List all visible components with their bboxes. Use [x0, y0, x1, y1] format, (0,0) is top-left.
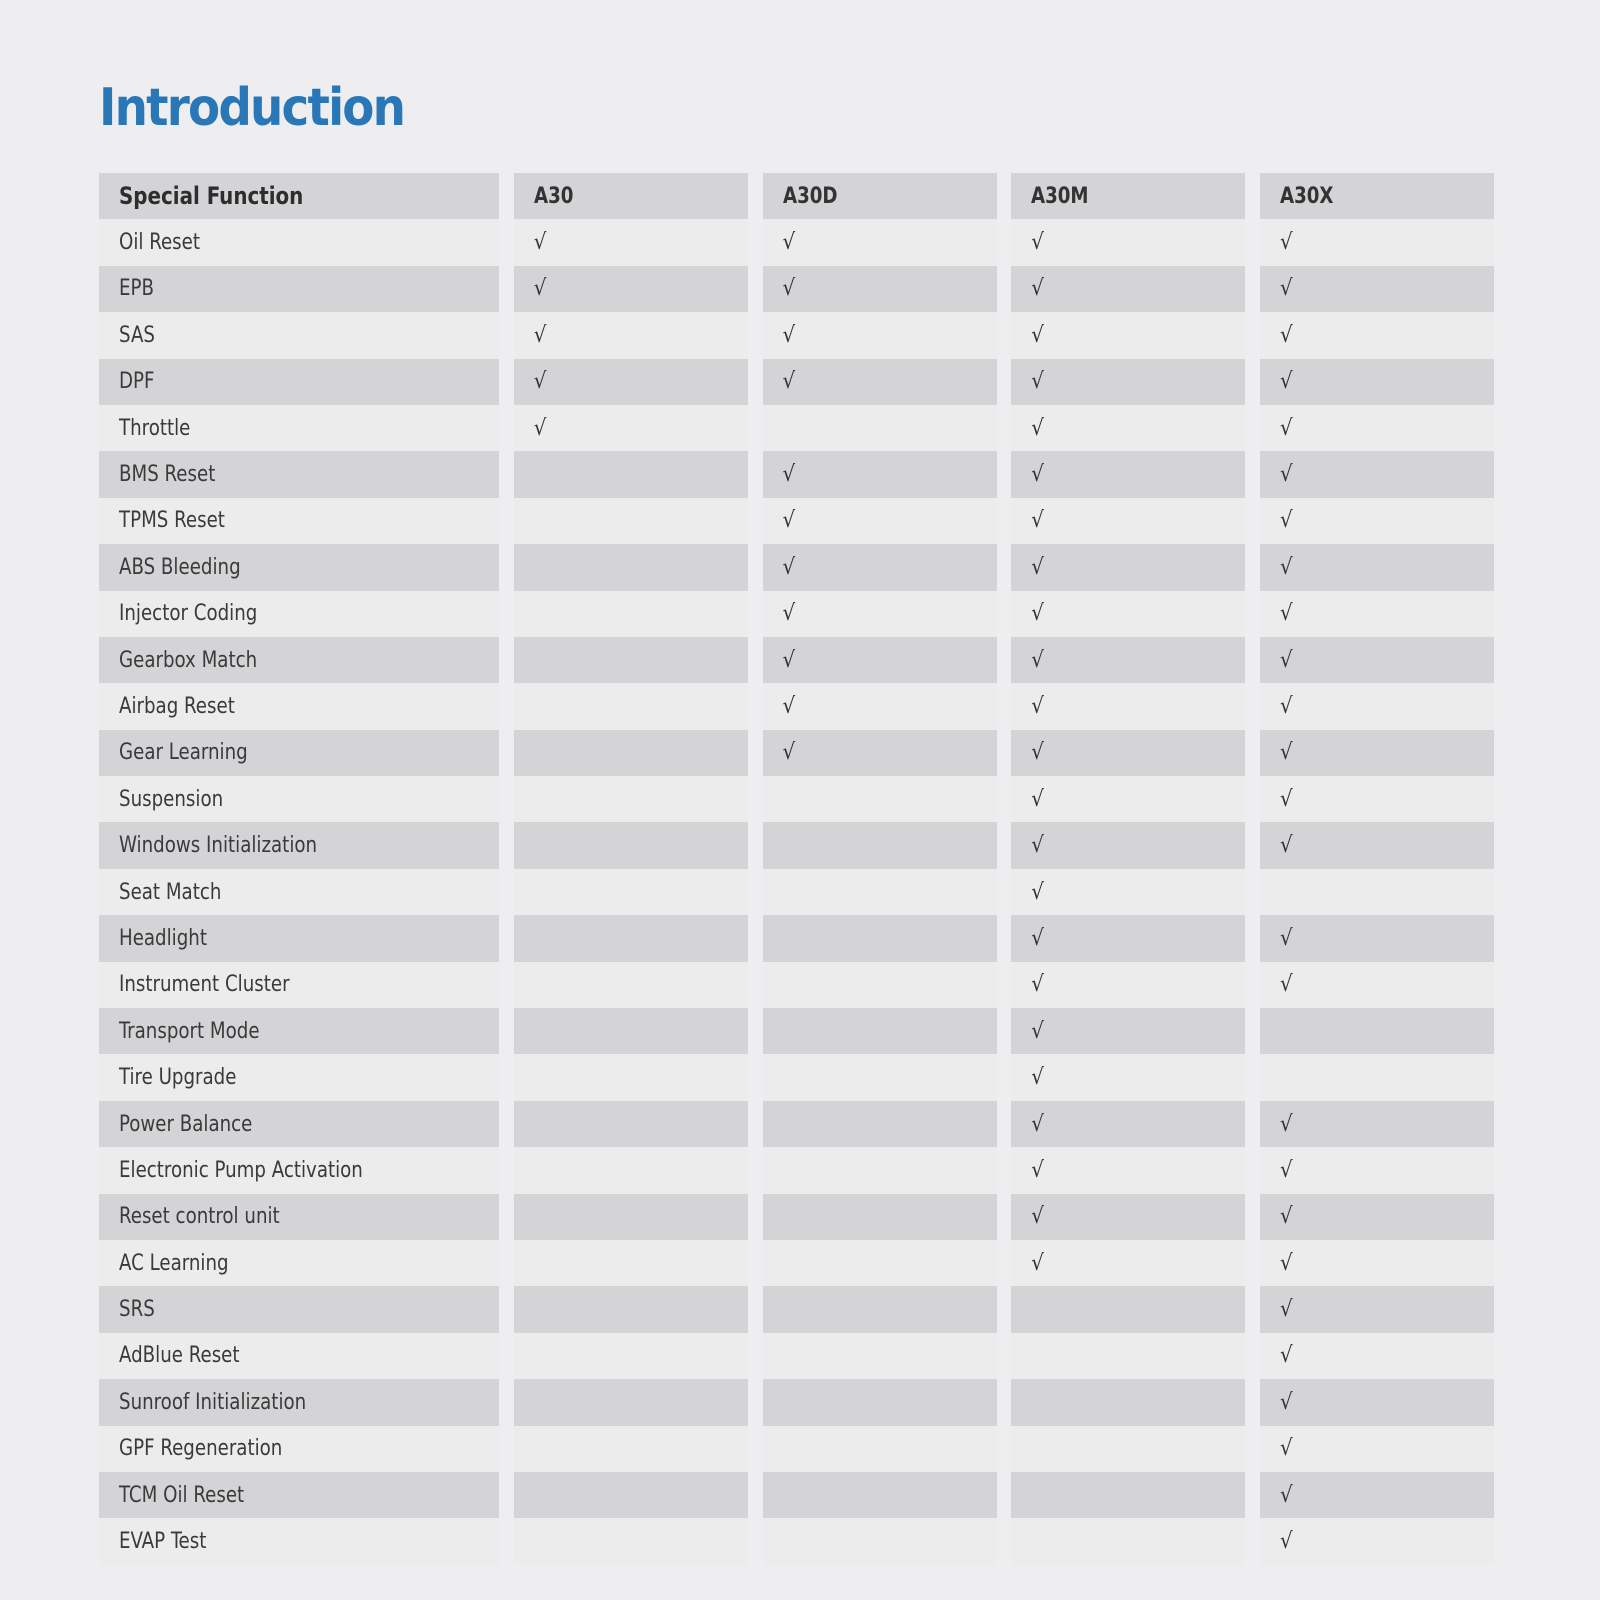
check-mark-icon: √ — [1031, 740, 1044, 766]
support-cell-a30 — [514, 822, 748, 868]
support-cell-a30d — [763, 544, 997, 590]
check-mark-icon: √ — [1031, 1204, 1044, 1230]
check-mark-icon: √ — [1031, 693, 1044, 719]
check-mark-icon: √ — [1280, 972, 1293, 998]
check-mark-icon: √ — [782, 462, 796, 488]
support-cell-a30m — [1011, 1333, 1245, 1379]
check-mark-icon: √ — [782, 740, 796, 766]
support-cell-a30d — [763, 1286, 997, 1332]
column-header-a30d — [763, 173, 997, 219]
check-mark-icon: √ — [1280, 693, 1293, 719]
support-cell-a30d — [763, 683, 997, 729]
check-mark-icon: √ — [1280, 786, 1293, 812]
support-cell-a30d — [763, 1054, 997, 1100]
function-name: Injector Coding — [119, 601, 258, 627]
check-mark-icon: √ — [1280, 1482, 1293, 1508]
column-header-a30m — [1011, 173, 1245, 219]
column-header-label: A30D — [782, 183, 838, 209]
support-cell-a30x — [1260, 822, 1494, 868]
function-name: GPF Regeneration — [119, 1436, 283, 1462]
support-cell-a30m — [1011, 591, 1245, 637]
table-row-function — [99, 1379, 499, 1425]
support-cell-a30m — [1011, 1194, 1245, 1240]
check-mark-icon: √ — [782, 647, 796, 673]
support-cell-a30x — [1260, 1333, 1494, 1379]
check-mark-icon: √ — [533, 415, 547, 441]
support-cell-a30m — [1011, 1518, 1245, 1564]
function-name: Sunroof Initialization — [119, 1389, 307, 1415]
support-cell-a30m — [1011, 266, 1245, 312]
support-cell-a30 — [514, 730, 748, 776]
table-row-function — [99, 1240, 499, 1286]
support-cell-a30 — [514, 405, 748, 451]
check-mark-icon: √ — [1031, 462, 1044, 488]
check-mark-icon: √ — [1031, 415, 1044, 441]
check-mark-icon: √ — [1280, 1389, 1293, 1415]
check-mark-icon: √ — [1031, 230, 1044, 256]
table-row-function — [99, 1008, 499, 1054]
check-mark-icon: √ — [1031, 647, 1044, 673]
column-header-label: A30M — [1031, 183, 1089, 209]
support-cell-a30x — [1260, 683, 1494, 729]
support-cell-a30x — [1260, 544, 1494, 590]
support-cell-a30m — [1011, 312, 1245, 358]
support-cell-a30 — [514, 962, 748, 1008]
support-cell-a30x — [1260, 451, 1494, 497]
support-cell-a30d — [763, 1518, 997, 1564]
function-name: Windows Initialization — [119, 833, 318, 859]
function-name: AC Learning — [119, 1250, 229, 1276]
support-cell-a30 — [514, 1518, 748, 1564]
support-cell-a30d — [763, 312, 997, 358]
check-mark-icon: √ — [1031, 786, 1044, 812]
check-mark-icon: √ — [1280, 925, 1293, 951]
check-mark-icon: √ — [782, 369, 796, 395]
support-cell-a30m — [1011, 219, 1245, 265]
function-name: Throttle — [119, 415, 191, 441]
table-row-function — [99, 544, 499, 590]
table-row-function — [99, 730, 499, 776]
support-cell-a30 — [514, 266, 748, 312]
check-mark-icon: √ — [1031, 276, 1044, 302]
feature-comparison-table — [99, 173, 1492, 1565]
check-mark-icon: √ — [1280, 369, 1293, 395]
support-cell-a30x — [1260, 730, 1494, 776]
check-mark-icon: √ — [1031, 1157, 1044, 1183]
check-mark-icon: √ — [1280, 647, 1293, 673]
support-cell-a30 — [514, 1426, 748, 1472]
support-cell-a30m — [1011, 498, 1245, 544]
column-header-label: A30X — [1280, 183, 1334, 209]
check-mark-icon: √ — [1031, 369, 1044, 395]
support-cell-a30 — [514, 451, 748, 497]
check-mark-icon: √ — [1031, 508, 1044, 534]
support-cell-a30x — [1260, 637, 1494, 683]
support-cell-a30x — [1260, 1426, 1494, 1472]
support-cell-a30m — [1011, 1472, 1245, 1518]
check-mark-icon: √ — [1280, 833, 1293, 859]
check-mark-icon: √ — [1031, 554, 1044, 580]
support-cell-a30x — [1260, 266, 1494, 312]
function-name: BMS Reset — [119, 462, 216, 488]
check-mark-icon: √ — [1280, 1436, 1293, 1462]
table-row-function — [99, 822, 499, 868]
table-row-function — [99, 1286, 499, 1332]
check-mark-icon: √ — [1280, 554, 1293, 580]
check-mark-icon: √ — [1031, 925, 1044, 951]
support-cell-a30d — [763, 266, 997, 312]
support-cell-a30x — [1260, 1286, 1494, 1332]
function-name: Reset control unit — [119, 1204, 280, 1230]
check-mark-icon: √ — [1280, 1250, 1293, 1276]
support-cell-a30d — [763, 498, 997, 544]
check-mark-icon: √ — [782, 554, 796, 580]
support-cell-a30m — [1011, 1379, 1245, 1425]
check-mark-icon: √ — [1031, 879, 1044, 905]
check-mark-icon: √ — [1280, 740, 1293, 766]
table-row-function — [99, 1054, 499, 1100]
column-header-label: A30 — [533, 183, 574, 209]
function-name: DPF — [119, 369, 155, 395]
function-name: Gear Learning — [119, 740, 248, 766]
support-cell-a30d — [763, 822, 997, 868]
support-cell-a30m — [1011, 1054, 1245, 1100]
table-row-function — [99, 869, 499, 915]
support-cell-a30 — [514, 1333, 748, 1379]
support-cell-a30 — [514, 219, 748, 265]
support-cell-a30x — [1260, 1008, 1494, 1054]
support-cell-a30 — [514, 1194, 748, 1240]
table-row-function — [99, 776, 499, 822]
support-cell-a30 — [514, 312, 748, 358]
function-name: Suspension — [119, 786, 224, 812]
support-cell-a30x — [1260, 359, 1494, 405]
function-name: Power Balance — [119, 1111, 253, 1137]
check-mark-icon: √ — [1280, 230, 1293, 256]
check-mark-icon: √ — [1280, 1529, 1293, 1555]
function-name: Tire Upgrade — [119, 1065, 237, 1091]
support-cell-a30m — [1011, 1286, 1245, 1332]
function-name: ABS Bleeding — [119, 554, 241, 580]
support-cell-a30 — [514, 1008, 748, 1054]
table-row-function — [99, 1518, 499, 1564]
function-name: Instrument Cluster — [119, 972, 290, 998]
page-title: Introduction — [99, 78, 405, 138]
support-cell-a30 — [514, 683, 748, 729]
check-mark-icon: √ — [1280, 462, 1293, 488]
support-cell-a30x — [1260, 405, 1494, 451]
function-name: Oil Reset — [119, 230, 201, 256]
check-mark-icon: √ — [1031, 1018, 1044, 1044]
support-cell-a30d — [763, 359, 997, 405]
table-row-function — [99, 591, 499, 637]
support-cell-a30m — [1011, 544, 1245, 590]
function-name: Headlight — [119, 925, 207, 951]
support-cell-a30m — [1011, 359, 1245, 405]
support-cell-a30d — [763, 405, 997, 451]
support-cell-a30x — [1260, 1054, 1494, 1100]
table-row-function — [99, 359, 499, 405]
table-row-function — [99, 1472, 499, 1518]
table-row-function — [99, 915, 499, 961]
support-cell-a30m — [1011, 1147, 1245, 1193]
column-header-a30x — [1260, 173, 1494, 219]
table-row-function — [99, 219, 499, 265]
check-mark-icon: √ — [1280, 508, 1293, 534]
support-cell-a30x — [1260, 962, 1494, 1008]
support-cell-a30x — [1260, 1101, 1494, 1147]
check-mark-icon: √ — [533, 276, 547, 302]
check-mark-icon: √ — [533, 230, 547, 256]
support-cell-a30 — [514, 776, 748, 822]
support-cell-a30d — [763, 962, 997, 1008]
table-row-function — [99, 1147, 499, 1193]
support-cell-a30d — [763, 1240, 997, 1286]
function-name: EPB — [119, 276, 154, 302]
support-cell-a30d — [763, 451, 997, 497]
check-mark-icon: √ — [1280, 1204, 1293, 1230]
support-cell-a30m — [1011, 1008, 1245, 1054]
function-name: AdBlue Reset — [119, 1343, 240, 1369]
support-cell-a30m — [1011, 683, 1245, 729]
table-row-function — [99, 1101, 499, 1147]
support-cell-a30m — [1011, 822, 1245, 868]
check-mark-icon: √ — [1280, 601, 1293, 627]
function-name: SAS — [119, 322, 155, 348]
support-cell-a30x — [1260, 312, 1494, 358]
support-cell-a30 — [514, 869, 748, 915]
support-cell-a30x — [1260, 1472, 1494, 1518]
check-mark-icon: √ — [1031, 1111, 1044, 1137]
check-mark-icon: √ — [1280, 1157, 1293, 1183]
support-cell-a30x — [1260, 219, 1494, 265]
support-cell-a30x — [1260, 776, 1494, 822]
support-cell-a30 — [514, 1101, 748, 1147]
support-cell-a30 — [514, 544, 748, 590]
support-cell-a30m — [1011, 405, 1245, 451]
table-row-function — [99, 266, 499, 312]
support-cell-a30 — [514, 915, 748, 961]
support-cell-a30m — [1011, 1240, 1245, 1286]
support-cell-a30d — [763, 1333, 997, 1379]
support-cell-a30d — [763, 1472, 997, 1518]
support-cell-a30m — [1011, 1426, 1245, 1472]
check-mark-icon: √ — [1280, 1343, 1293, 1369]
column-header-label: Special Function — [119, 182, 304, 211]
table-row-function — [99, 1333, 499, 1379]
check-mark-icon: √ — [1280, 1111, 1293, 1137]
support-cell-a30d — [763, 1379, 997, 1425]
check-mark-icon: √ — [782, 230, 796, 256]
support-cell-a30m — [1011, 962, 1245, 1008]
check-mark-icon: √ — [1031, 972, 1044, 998]
support-cell-a30d — [763, 1008, 997, 1054]
support-cell-a30 — [514, 1147, 748, 1193]
support-cell-a30 — [514, 591, 748, 637]
check-mark-icon: √ — [782, 601, 796, 627]
function-name: SRS — [119, 1297, 155, 1323]
table-row-function — [99, 312, 499, 358]
column-header-a30 — [514, 173, 748, 219]
support-cell-a30x — [1260, 1379, 1494, 1425]
support-cell-a30 — [514, 498, 748, 544]
table-row-function — [99, 405, 499, 451]
function-name: Seat Match — [119, 879, 222, 905]
support-cell-a30d — [763, 219, 997, 265]
support-cell-a30x — [1260, 1240, 1494, 1286]
table-row-function — [99, 637, 499, 683]
table-row-function — [99, 683, 499, 729]
support-cell-a30x — [1260, 1194, 1494, 1240]
function-name: Airbag Reset — [119, 693, 235, 719]
support-cell-a30m — [1011, 869, 1245, 915]
support-cell-a30m — [1011, 915, 1245, 961]
check-mark-icon: √ — [533, 369, 547, 395]
check-mark-icon: √ — [1280, 415, 1293, 441]
function-name: Transport Mode — [119, 1018, 260, 1044]
support-cell-a30x — [1260, 498, 1494, 544]
function-name: TCM Oil Reset — [119, 1482, 245, 1508]
check-mark-icon: √ — [1031, 601, 1044, 627]
support-cell-a30d — [763, 1194, 997, 1240]
support-cell-a30 — [514, 1472, 748, 1518]
support-cell-a30x — [1260, 915, 1494, 961]
support-cell-a30 — [514, 1240, 748, 1286]
check-mark-icon: √ — [782, 693, 796, 719]
support-cell-a30x — [1260, 869, 1494, 915]
support-cell-a30 — [514, 1379, 748, 1425]
support-cell-a30x — [1260, 1147, 1494, 1193]
support-cell-a30d — [763, 869, 997, 915]
check-mark-icon: √ — [1031, 322, 1044, 348]
check-mark-icon: √ — [1031, 1250, 1044, 1276]
check-mark-icon: √ — [1280, 322, 1293, 348]
check-mark-icon: √ — [1031, 833, 1044, 859]
check-mark-icon: √ — [1031, 1065, 1044, 1091]
check-mark-icon: √ — [782, 322, 796, 348]
support-cell-a30 — [514, 1286, 748, 1332]
check-mark-icon: √ — [533, 322, 547, 348]
support-cell-a30x — [1260, 591, 1494, 637]
support-cell-a30 — [514, 359, 748, 405]
support-cell-a30d — [763, 1426, 997, 1472]
support-cell-a30d — [763, 776, 997, 822]
support-cell-a30d — [763, 591, 997, 637]
column-header-special-function — [99, 173, 499, 219]
function-name: Electronic Pump Activation — [119, 1157, 363, 1183]
function-name: EVAP Test — [119, 1529, 207, 1555]
table-row-function — [99, 1426, 499, 1472]
support-cell-a30d — [763, 1101, 997, 1147]
table-row-function — [99, 451, 499, 497]
support-cell-a30d — [763, 637, 997, 683]
support-cell-a30x — [1260, 1518, 1494, 1564]
support-cell-a30m — [1011, 451, 1245, 497]
support-cell-a30m — [1011, 730, 1245, 776]
function-name: TPMS Reset — [119, 508, 225, 534]
support-cell-a30m — [1011, 776, 1245, 822]
support-cell-a30d — [763, 1147, 997, 1193]
table-row-function — [99, 1194, 499, 1240]
check-mark-icon: √ — [782, 276, 796, 302]
support-cell-a30m — [1011, 637, 1245, 683]
support-cell-a30d — [763, 730, 997, 776]
check-mark-icon: √ — [1280, 1297, 1293, 1323]
function-name: Gearbox Match — [119, 647, 258, 673]
support-cell-a30 — [514, 1054, 748, 1100]
check-mark-icon: √ — [1280, 276, 1293, 302]
support-cell-a30d — [763, 915, 997, 961]
support-cell-a30 — [514, 637, 748, 683]
table-row-function — [99, 498, 499, 544]
check-mark-icon: √ — [782, 508, 796, 534]
table-row-function — [99, 962, 499, 1008]
support-cell-a30m — [1011, 1101, 1245, 1147]
